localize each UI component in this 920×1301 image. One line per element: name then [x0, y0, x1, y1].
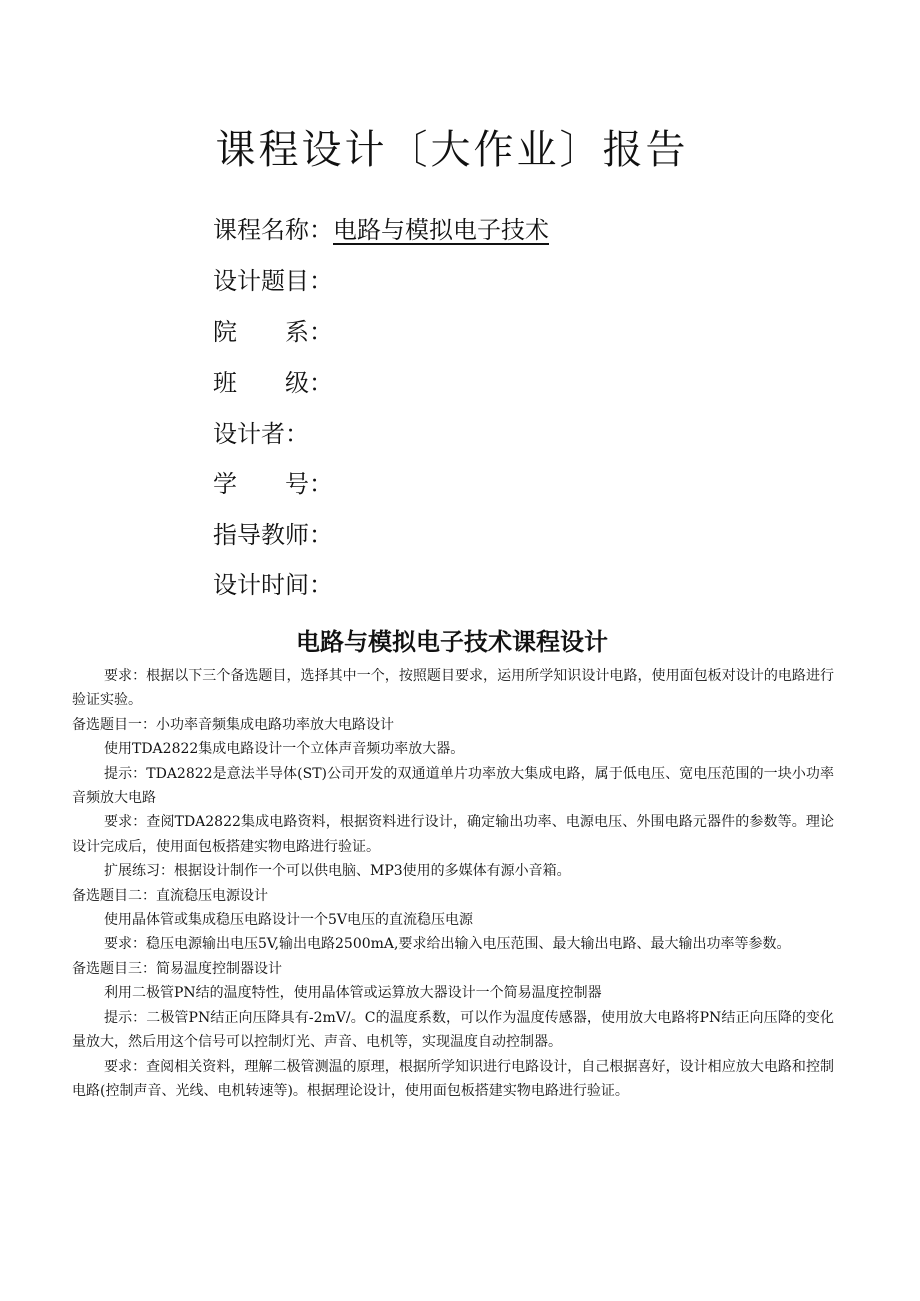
field-label: 班 级： — [213, 369, 333, 397]
cover-field-designer — [213, 417, 309, 451]
topic-heading: 备选题目三：简易温度控制器设计 — [72, 960, 282, 977]
cover-field-class — [213, 366, 333, 400]
paragraph: 使用晶体管或集成稳压电路设计一个5V电压的直流稳压电源 — [104, 912, 474, 929]
paragraph: 要求：查阅TDA2822集成电路资料，根据资料进行设计，确定输出功率、电源电压、外围电路元器件的参数等。理论设计完成后，使用面包板搭建实物电路进行验证。 — [72, 814, 834, 855]
field-label: 学 号： — [213, 470, 333, 498]
paragraph: 提示：二极管PN结正向压降具有-2mV/。C的温度系数，可以作为温度传感器，使用放大电路将PN结正向压降的变化量放大，然后用这个信号可以控制灯光、声音、电机等，实现温度自动控制器。 — [72, 1009, 834, 1051]
cover-field-course-name — [213, 213, 549, 247]
paragraph: 要求：根据以下三个备选题目，选择其中一个，按照题目要求，运用所学知识设计电路，使用面包板对设计的电路进行验证实验。 — [72, 668, 834, 709]
paragraph: 要求：查阅相关资料，理解二极管测温的原理，根据所学知识进行电路设计，自己根据喜好，设计相应放大电路和控制电路(控制声音、光线、电机转速等)。根据理论设计，使用面包板搭建实物电路进行验证。 — [72, 1058, 834, 1099]
field-label: 设计时间： — [213, 571, 333, 599]
paragraph: 要求：稳压电源输出电压5V,输出电路2500mA,要求给出输入电压范围、最大输出电路、最大输出功率等参数。 — [104, 936, 791, 953]
cover-field-design-topic — [213, 264, 333, 298]
paragraph: 扩展练习：根据设计制作一个可以供电脑、MP3使用的多媒体有源小音箱。 — [104, 863, 571, 880]
cover-field-student-id — [213, 467, 333, 501]
field-label: 课程名称： — [213, 216, 333, 244]
section-body — [72, 664, 834, 1103]
field-label: 设计者： — [213, 420, 309, 448]
topic-heading: 备选题目一：小功率音频集成电路功率放大电路设计 — [72, 716, 394, 733]
paragraph: 使用TDA2822集成电路设计一个立体声音频功率放大器。 — [104, 741, 465, 758]
field-label: 院 系： — [213, 318, 333, 346]
cover-field-department — [213, 315, 333, 349]
paragraph: 利用二极管PN结的温度特性，使用晶体管或运算放大器设计一个简易温度控制器 — [104, 985, 602, 1002]
field-label: 设计题目： — [213, 267, 333, 295]
report-title: 课程设计〔大作业〕报告 — [215, 127, 689, 173]
field-value: 电路与模拟电子技术 — [333, 216, 549, 244]
topic-heading: 备选题目二：直流稳压电源设计 — [72, 887, 268, 904]
paragraph: 提示：TDA2822是意法半导体(ST)公司开发的双通道单片功率放大集成电路，属于低电压、宽电压范围的一块小功率音频放大电路 — [72, 765, 834, 807]
section-title: 电路与模拟电子技术课程设计 — [296, 628, 608, 656]
cover-field-design-time — [213, 568, 333, 602]
field-label: 指导教师： — [213, 521, 333, 549]
cover-field-instructor — [213, 518, 333, 552]
